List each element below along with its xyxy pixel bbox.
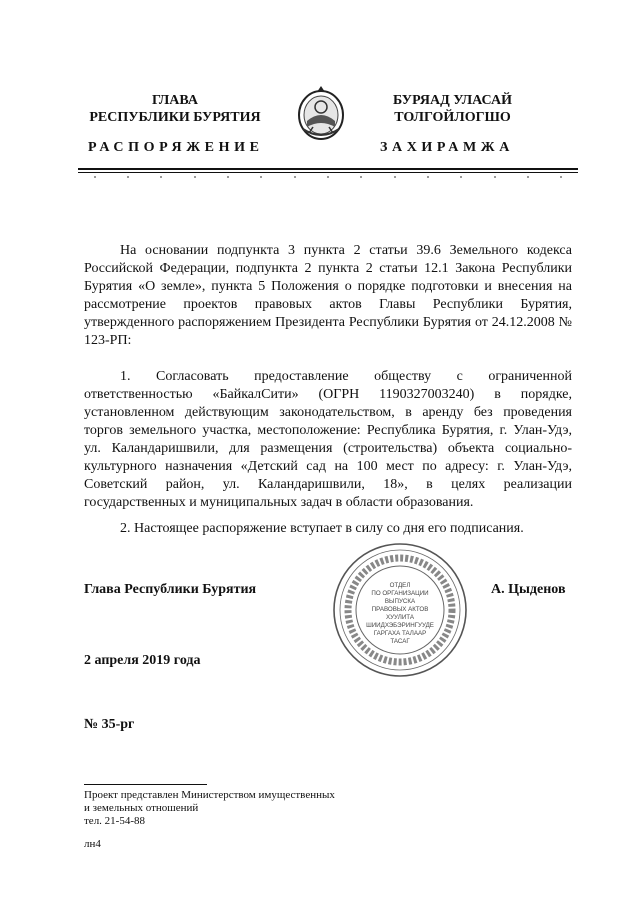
seal-line-7: ГАРГАХА ТАЛААР <box>373 630 427 637</box>
seal-line-5: ХУУЛИТА <box>386 614 414 621</box>
header-right-line1: БУРЯАД УЛАСАЙ <box>393 93 512 108</box>
preamble-paragraph: На основании подпункта 3 пункта 2 статьи 39.6 Земельного кодекса Российской Федерации, подпункта 2 пункта 2 статьи 12.1 Закона Республики Бурятия «О земле», пункта 5 Положения о порядке подготовки и внесения на рассмотрение проектов правовых актов Главы Республики Бурятия, утвержденного распоряжением Президента Республики Бурятия от 24.12.2008 № 123-РП: <box>84 243 572 348</box>
header-right-block <box>370 92 535 126</box>
footnote-line-1: Проект представлен Министерством имущественных <box>84 789 335 801</box>
header-left-block <box>80 92 270 126</box>
footnote-phone: тел. 21-54-88 <box>84 815 146 827</box>
clause-2-paragraph: 2. Настоящее распоряжение вступает в силу со дня его подписания. <box>120 521 524 536</box>
header-divider-thick <box>78 168 578 170</box>
footnote-line-2: и земельных отношений <box>84 802 199 814</box>
doc-type-bua: ЗАХИРАМЖА <box>380 140 514 155</box>
document-number: № 35-рг <box>84 717 135 732</box>
seal-line-6: ШИИДХЭБЭРИНГУУДЕ <box>366 622 434 629</box>
seal-line-4: ПРАВОВЫХ АКТОВ <box>371 606 429 613</box>
seal-line-8: ТАСАГ <box>390 638 410 645</box>
document-date: 2 апреля 2019 года <box>84 653 201 668</box>
header-divider-thin <box>78 172 578 173</box>
coat-of-arms-icon <box>291 83 351 143</box>
signatory-title: Глава Республики Бурятия <box>84 582 257 597</box>
seal-line-1: ОТДЕЛ <box>389 582 411 589</box>
header-left-line2: РЕСПУБЛИКИ БУРЯТИЯ <box>89 110 261 125</box>
doc-type-ru: РАСПОРЯЖЕНИЕ <box>88 140 264 155</box>
seal-line-3: ВЫПУСКА <box>384 598 416 605</box>
official-seal-icon <box>330 540 470 680</box>
seal-line-2: ПО ОРГАНИЗАЦИИ <box>371 590 429 597</box>
signatory-name: А. Цыденов <box>491 582 566 597</box>
header-dotted-line <box>78 176 578 182</box>
footnote-code: лн4 <box>84 838 101 850</box>
clause-1-paragraph: 1. Согласовать предоставление обществу с ограниченной ответственностью «БайкалСити» (ОГРН 1190327003240) в порядке, установленном действующим законодательством, в аренду без проведения торгов земельного участка, местоположение: Республика Бурятия, г. Улан-Удэ, ул. Каландаришвили, для размещения (строительства) объекта социально-культурного назначения «Детский сад на 100 мест по адресу: г. Улан-Удэ, Советский район, ул. Каландаришвили, 18», в целях реализации государственных и муниципальных задач в области образования. <box>84 369 572 510</box>
footnote-rule <box>84 784 207 785</box>
header-right-line2: ТОЛГОЙЛОГШО <box>394 110 511 125</box>
header-left-line1: ГЛАВА <box>152 93 198 108</box>
